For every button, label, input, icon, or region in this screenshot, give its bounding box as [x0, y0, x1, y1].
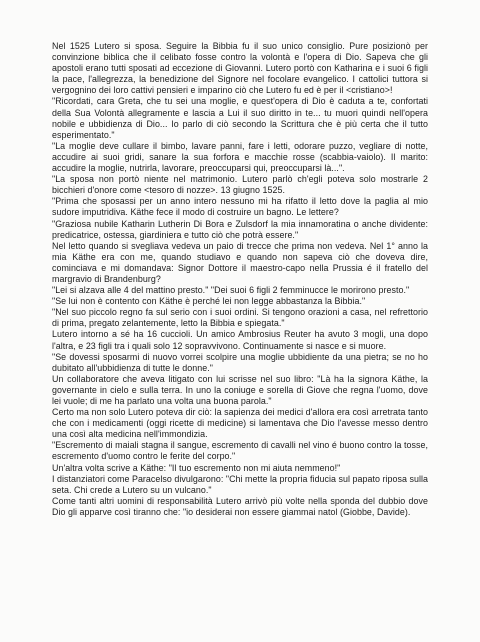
paragraph-letter-kathe: Un'altra volta scrive a Käthe: "Il tuo escremento non mi aiuta nemmeno!": [52, 462, 341, 473]
paragraph-wife-duties: "La moglie deve cullare il bimbo, lavare panni, fare i letti, odorare puzzo, vegliare di notte, accudire ai suoi gridi, sanare la sua forfora e macchie rosse (scabbia-vaiolo). Il marito: accudire la moglie, nutrirla, lavorare, preoccuparsi qui, preoccuparsi là...".: [52, 140, 428, 174]
paragraph-morning: "Lei si alzava alle 4 del mattino presto." "Dei suoi 6 figli 2 femminucce le morirono presto.": [52, 285, 410, 296]
paragraph-collaborator: Un collaboratore che aveva litigato con lui scrisse nel suo libro: "Là ha la signora Käthe, la governante in cielo e sulla terra. In uno la coniuge e sorella di Giove che regna l'uomo, dove lei vuole; di me ha parlato una volta una buona parola.": [52, 373, 428, 406]
paragraph-remedies: "Escremento di maiali stagna il sangue, escremento di cavalli nel vino é buono contro la tosse, escremento d'uomo contro le ferite del corpo.": [52, 440, 428, 462]
paragraph-letter-greeting: "Graziosa nubile Katharin Lutherin Di Bora e Zulsdorf la mia innamoratina o anche dividente: predicatrice, ostessa, giardiniera e tutto ciò che potrà essere.": [52, 218, 428, 240]
paragraph-quote-greta: "Ricordati, cara Greta, che tu sei una moglie, e quest'opera di Dio è caduta a te, confortati della Sua Volontà allegramente e lascia a Lui il suo diritto in te... tu muori quindi nell'opera nobile e ubbidienza di Dio... Io parlo di ciò secondo la Scrittura che è più certa che il tutto esperimentato.": [52, 96, 428, 140]
paragraph-dowry: "La sposa non portò niente nel matrimonio. Lutero parlò ch'egli poteva solo mostrarle 2 bicchieri d'onore come <tesoro di nozze>. 13 giugno 1525.: [52, 174, 428, 196]
paragraph-children: Lutero intorno a sé ha 16 cuccioli. Un amico Ambrosius Reuter ha avuto 3 mogli, una dopo l'altra, e 23 figli tra i quali solo 12 sopravvivono. Continuamente si nasce e si muore.: [52, 329, 428, 351]
paragraph-small-kingdom: "Nel suo piccolo regno fa sul serio con i suoi ordini. Si tengono orazioni a casa, nel refrettorio di prima, pregato zelantemente, letto la Bibbia e spiegata.": [52, 307, 428, 329]
body-text: [52, 41, 428, 518]
paragraph-medicine: Certo ma non solo Lutero poteva dir ciò: la sapienza dei medici d'allora era così arretrata tanto che con i medicamenti (oggi ricette di medicine) si lamentava che Dio l'avesse messo dentro una così alta medicina nell'immondizia.: [52, 407, 428, 440]
paragraph-paracelsus: I distanziatori come Paracelso divulgarono: "Chi mette la propria fiducia sul papato riposa sulla seta. Chi crede a Lutero su un vulcano.": [52, 473, 429, 495]
paragraph-braids: Nel letto quando si svegliava vedeva un paio di trecce che prima non vedeva. Nel 1° anno la mia Käthe era con me, quando studiavo e quando non sapeva ciò che doveva dire, cominciava e mi domandava: Signor Dottore il maestro-capo nella Prussia é il fratello del margravio di Brandenburg?: [52, 240, 428, 284]
paragraph-obedient-wife: "Se dovessi sposarmi di nuovo vorrei scolpire una moglie ubbidiente da una pietra; se no ho dubitato all'ubbidienza di tutte le donne.": [52, 351, 428, 373]
paragraph-marriage: Nel 1525 Lutero si sposa. Seguire la Bibbia fu il suo unico consiglio. Pure posizionò per convinzione biblica che il celibato fosse contro la volontà e l'opera di Dio. Sapeva che gli apostoli erano tutti sposati ad eccezione di Giovanni. Lutero portò con Katharina e i suoi 6 figli la pace, l'allegrezza, la benedizione del Signore nel focolare evangelico. I cattolici tuttora si vergognino dei loro cattivi pensieri e imparino ciò che Lutero fu ed è per il <cristiano>!: [52, 41, 428, 96]
paragraph-bed: "Prima che sposassi per un anno intero nessuno mi ha rifatto il letto dove la paglia al mio sudore imputridiva. Käthe fece il modo di costruire un bagno. Le lettere?: [52, 196, 428, 218]
paragraph-bible-reading: "Se lui non è contento con Käthe è perché lei non legge abbastanza la Bibbia.": [52, 296, 366, 307]
paragraph-doubt: Come tanti altri uomini di responsabilità Lutero arrivò più volte nella sponda del dubbio dove Dio gli apparve così tiranno che: "io desiderai non essere giammai natol (Giobbe, Davide).: [52, 495, 428, 517]
